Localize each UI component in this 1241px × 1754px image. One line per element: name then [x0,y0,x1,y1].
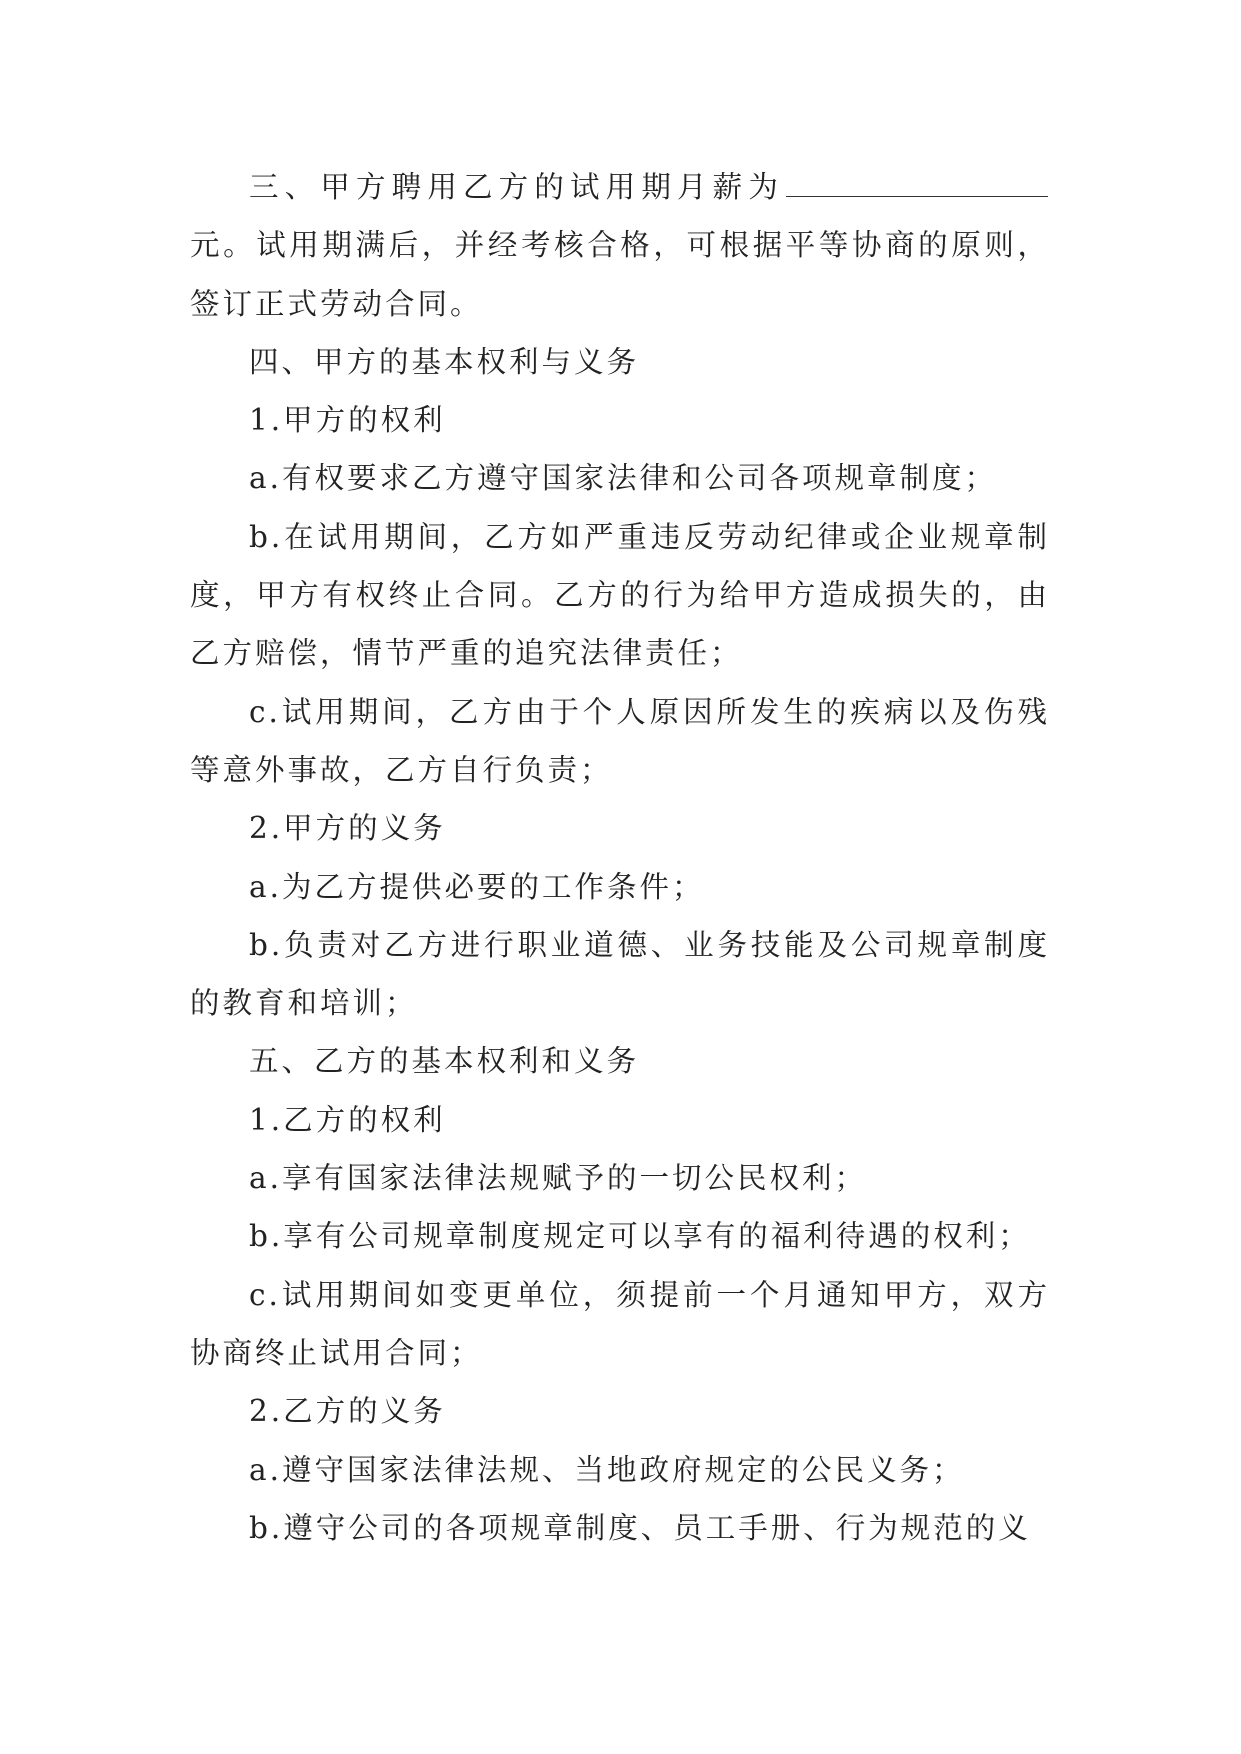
list-item: b.遵守公司的各项规章制度、员工手册、行为规范的义 [249,1510,1031,1545]
section-heading-party-b: 五、乙方的基本权利和义务 [249,1044,640,1079]
subheading-party-a-obligations: 2.甲方的义务 [249,811,446,846]
list-item: a.享有国家法律法规赋予的一切公民权利； [249,1161,867,1196]
subheading-party-a-rights: 1.甲方的权利 [249,403,446,438]
list-item: c.试用期间，乙方由于个人原因所发生的疾病以及伤残等意外事故，乙方自行负责； [190,694,1050,787]
paragraph-text: 三、甲方聘用乙方的试用期月薪为 [249,170,784,204]
list-item: b.负责对乙方进行职业道德、业务技能及公司规章制度的教育和培训； [190,927,1050,1021]
section-heading-party-a: 四、甲方的基本权利与义务 [249,344,640,379]
salary-blank-field [786,172,1048,197]
paragraph-text: 元。试用期满后，并经考核合格，可根据平等协商的原则，签订正式劳动合同。 [190,228,1050,321]
list-item: a.有权要求乙方遵守国家法律和公司各项规章制度； [249,461,997,496]
document-body [190,158,1050,1557]
list-item: a.遵守国家法律法规、当地政府规定的公民义务； [249,1452,965,1487]
list-item: b.享有公司规章制度规定可以享有的福利待遇的权利； [249,1219,1031,1254]
subheading-party-b-rights: 1.乙方的权利 [249,1102,446,1137]
paragraph-probation-salary [190,158,1050,333]
list-item: a.为乙方提供必要的工作条件； [249,869,705,904]
list-item: c.试用期间如变更单位，须提前一个月通知甲方，双方协商终止试用合同； [190,1277,1050,1370]
subheading-party-b-obligations: 2.乙方的义务 [249,1394,446,1429]
list-item: b.在试用期间，乙方如严重违反劳动纪律或企业规章制度，甲方有权终止合同。乙方的行为给甲方造成损失的，由乙方赔偿，情节严重的追究法律责任； [190,519,1050,671]
